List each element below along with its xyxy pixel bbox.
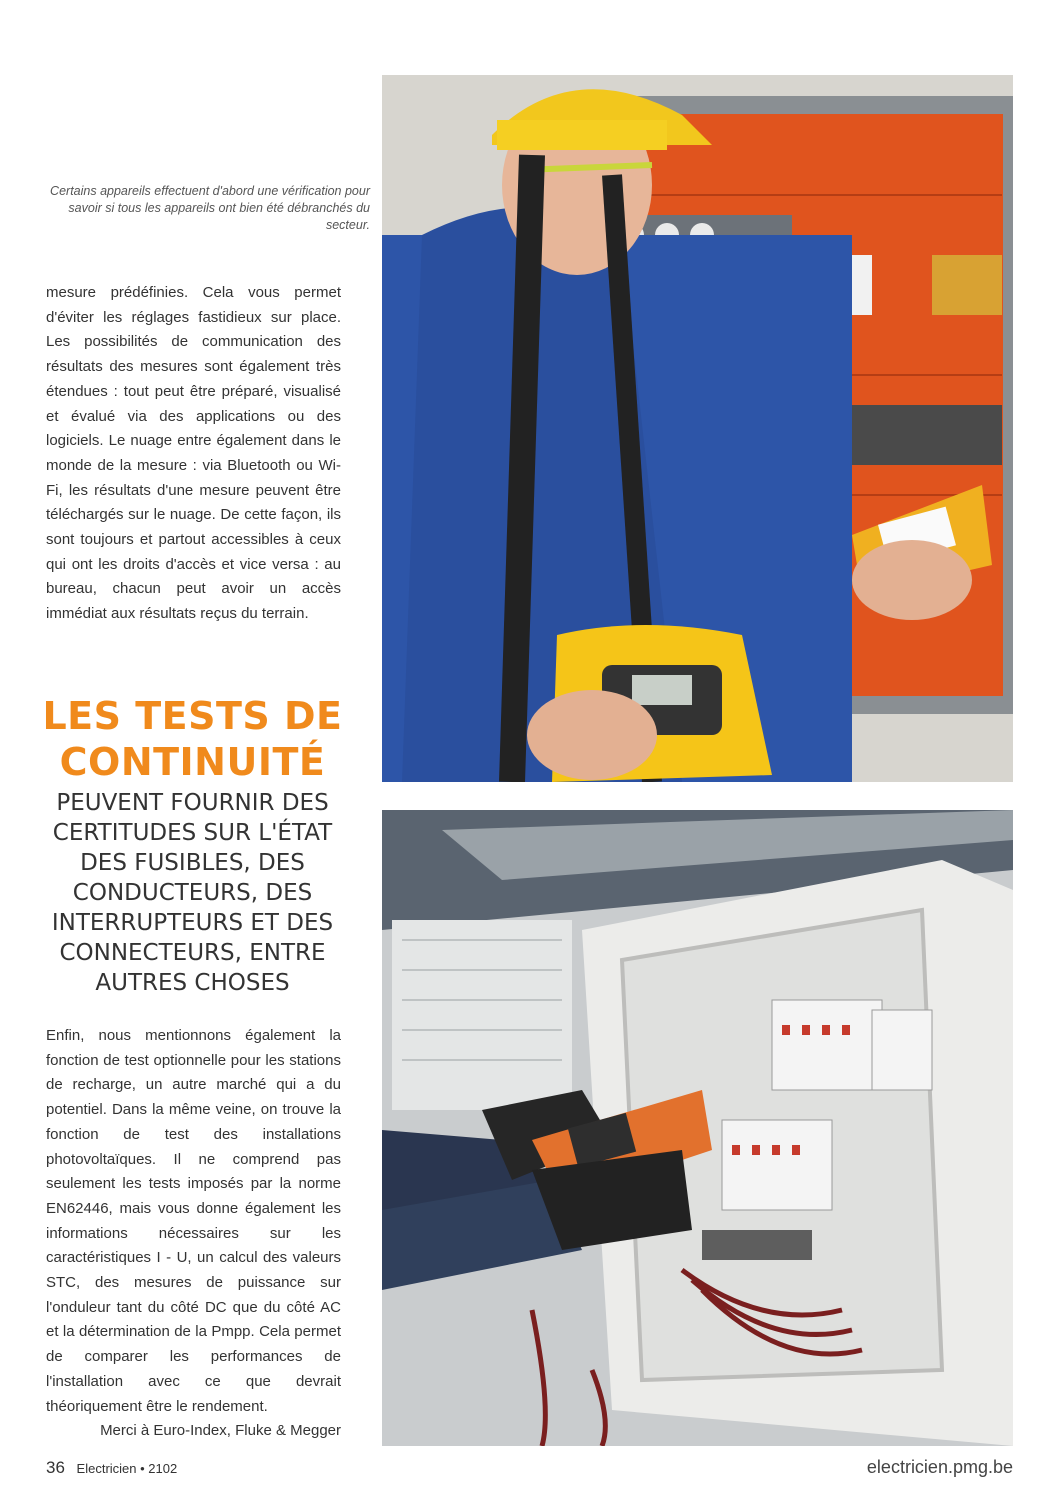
pull-quote-heading: LES TESTS DE CONTINUITÉ (42, 694, 343, 784)
paragraph: mesure prédéfinies. Cela vous permet d'éviter les réglages fastidieux sur place. Les possibilités de communication des résultats des mesures sont également très étendues : tout peut être préparé, visualisé et évalué via des applications ou des logiciels. Le nuage entre également dans le monde de la mesure : via Bluetooth ou Wi-Fi, les résultats d'une mesure peuvent être téléchargés sur le nuage. De cette façon, ils sont toujours et partout accessibles à ceux qui ont les droits d'accès et vice versa : au bureau, chacun peut avoir un accès immédiat aux résultats reçus du terrain. (46, 284, 341, 623)
page-footer-left (46, 1458, 177, 1478)
photo-caption: Certains appareils effectuent d'abord une vérification pour savoir si tous les appareils ont bien été débranchés du secteur. (50, 184, 370, 232)
paragraph: Enfin, nous mentionnons également la fonction de test optionnelle pour les stations de recharge, un autre marché qui a du potentiel. Dans la même veine, on trouve la fonction de test des installations photovoltaïques. Il ne comprend pas seulement les tests imposés par la norme EN62446, mais vous donne également les informations nécessaires sur les caractéristiques I - U, un calcul des valeurs STC, des mesures de puissance sur l'onduleur tant du côté DC que du côté AC et la détermination de la Pmpp. Cela permet de comparer les performances de l'installation avec ce que devrait théoriquement être le rendement. (46, 1027, 341, 1415)
acknowledgement: Merci à Euro-Index, Fluke & Megger (100, 1422, 341, 1440)
body-text-bottom (46, 1024, 341, 1444)
photo-solar-junction-box (382, 810, 1013, 1446)
website-link[interactable]: electricien.pmg.be (866, 1457, 1013, 1477)
page-number: 36 (46, 1458, 65, 1477)
body-text-top (46, 281, 341, 627)
pull-quote-subheading: PEUVENT FOURNIR DES CERTITUDES SUR L'ÉTAT DES FUSIBLES, DES CONDUCTEURS, DES INTERRUPTEURS ET DES CONNECTEURS, ENTRE AUTRES CHOSES (51, 790, 334, 996)
photo-technician-panel (382, 75, 1013, 782)
magazine-issue: Electricien • 2102 (76, 1461, 178, 1476)
